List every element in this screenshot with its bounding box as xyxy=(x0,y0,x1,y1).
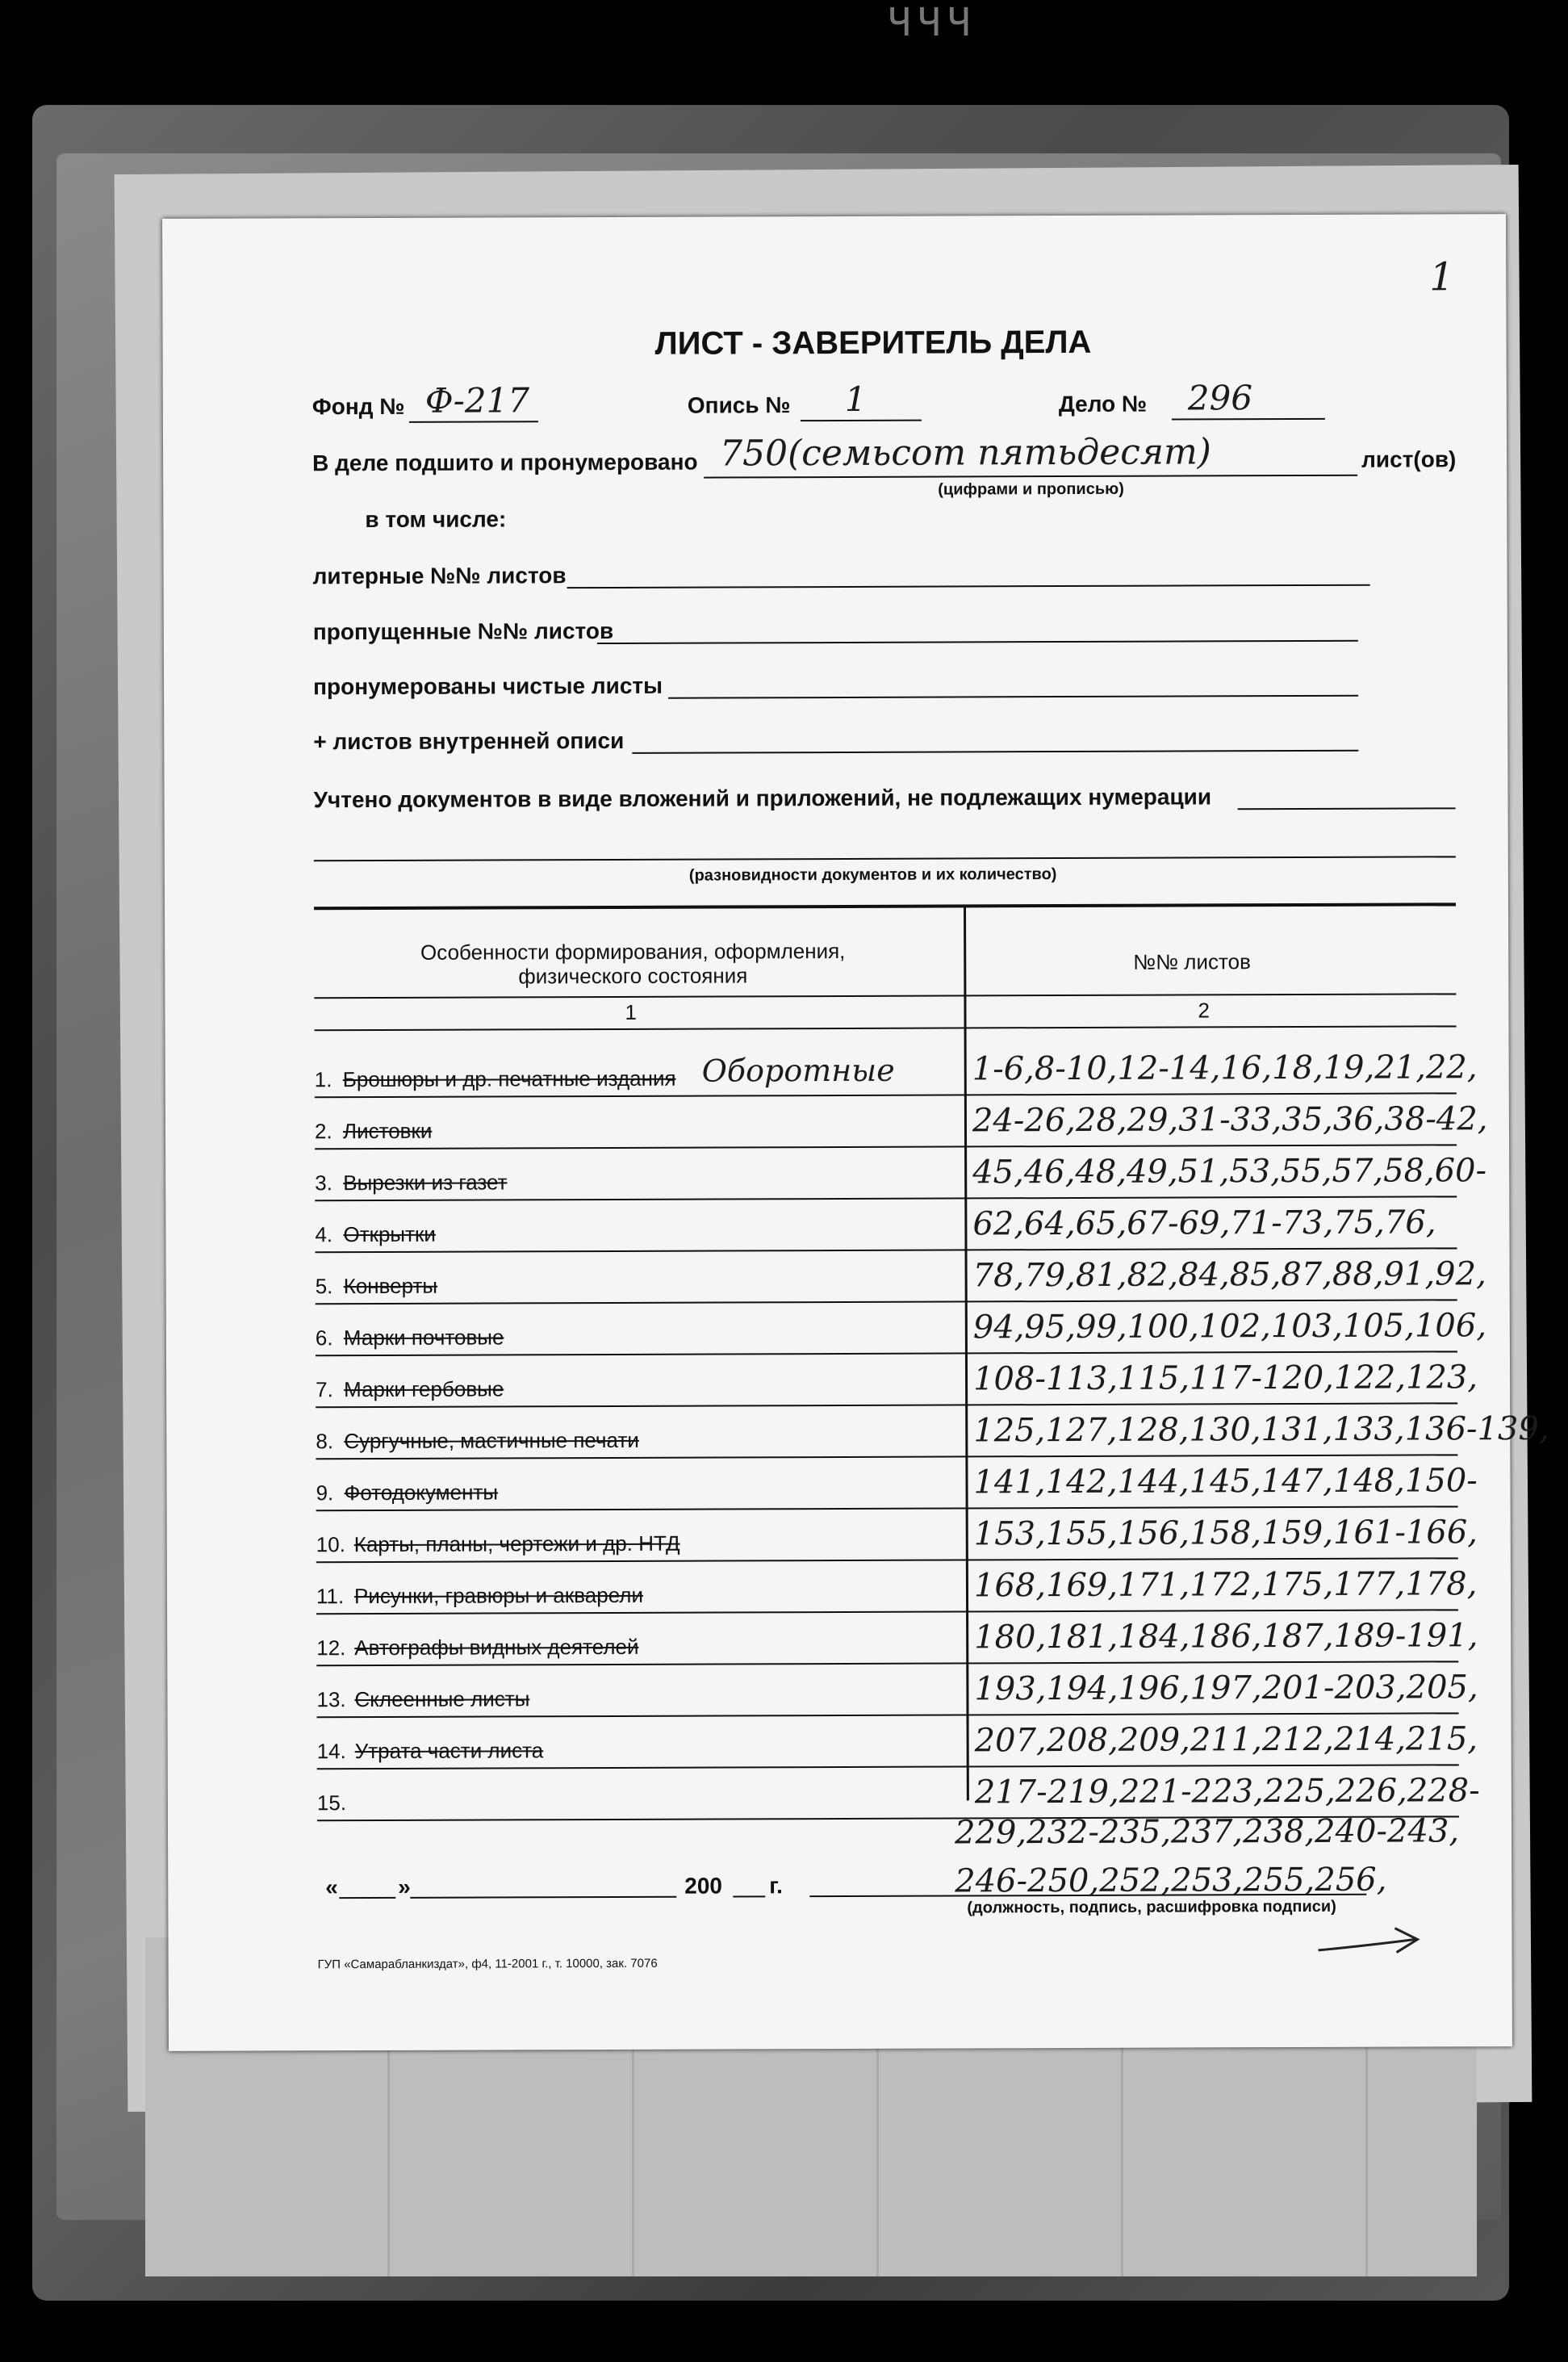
row-underline xyxy=(316,1609,1458,1614)
certification-sheet xyxy=(162,214,1549,2051)
continuation-line: 246-250,252,253,255,256, xyxy=(955,1861,1387,1900)
row-label: Марки почтовые xyxy=(343,1325,504,1351)
row-value: 217-219,221-223,225,226,228- xyxy=(974,1772,1480,1811)
row-label: Карты, планы, чертежи и др. НТД xyxy=(353,1531,680,1557)
top-stamp: ЧЧЧ xyxy=(888,0,977,45)
row-underline xyxy=(316,1247,1457,1253)
field-underline xyxy=(597,640,1358,644)
row-underline xyxy=(317,1712,1459,1718)
row-label: Вырезки из газет xyxy=(343,1170,508,1196)
row-label: Фотодокументы xyxy=(344,1480,499,1506)
field-label: + листов внутренней описи xyxy=(313,727,625,755)
row-number: 8. xyxy=(316,1429,334,1454)
row-value: 141,142,144,145,147,148,150- xyxy=(973,1462,1478,1501)
field-underline xyxy=(668,695,1358,699)
row-value: 78,79,81,82,84,85,87,88,91,92, xyxy=(972,1255,1486,1295)
row-label: Сургучные, мастичные печати xyxy=(344,1427,639,1454)
row-number: 14. xyxy=(316,1739,346,1764)
row-value: 180,181,184,186,187,189-191, xyxy=(974,1617,1478,1656)
row-label: Рисунки, гравюры и акварели xyxy=(353,1582,644,1609)
sewn-value: 750(семьсот пятьдесят) xyxy=(719,431,1212,475)
accounted-hint: (разновидности документов и их количество) xyxy=(688,865,1057,885)
sewn-suffix: лист(ов) xyxy=(1361,446,1457,472)
delo-label: Дело № xyxy=(1058,391,1148,417)
row-number: 3. xyxy=(315,1171,332,1196)
page-number: 1 xyxy=(1429,254,1454,300)
arrow-right-icon xyxy=(1314,1921,1427,1962)
field-label: пронумерованы чистые листы xyxy=(313,672,663,700)
row-value: 168,169,171,172,175,177,178, xyxy=(973,1565,1478,1605)
row-underline xyxy=(316,1661,1458,1666)
sewn-label: В деле подшито и пронумеровано xyxy=(312,449,698,476)
row-underline xyxy=(316,1506,1458,1511)
row-value: 108-113,115,117-120,122,123, xyxy=(972,1359,1478,1398)
row-value: 45,46,48,49,51,53,55,57,58,60- xyxy=(972,1152,1487,1191)
row-value: 62,64,65,67-69,71-73,75,76, xyxy=(972,1204,1436,1243)
including-label: в том числе: xyxy=(365,506,507,533)
row-number: 6. xyxy=(315,1325,333,1351)
row-number: 7. xyxy=(316,1377,333,1402)
row-value: 24-26,28,29,31-33,35,36,38-42, xyxy=(972,1100,1488,1140)
row-underline xyxy=(317,1764,1459,1769)
table-top-border xyxy=(314,903,1456,910)
row-underline xyxy=(315,1144,1457,1150)
row-underline xyxy=(315,1092,1457,1098)
row-value: 193,194,196,197,201-203,205, xyxy=(974,1669,1478,1708)
row-label: Утрата части листа xyxy=(354,1738,544,1764)
row-underline xyxy=(316,1351,1457,1356)
table-col2-header: №№ листов xyxy=(1133,949,1251,974)
row-number: 5. xyxy=(315,1274,333,1299)
table-col1-num: 1 xyxy=(625,999,637,1024)
signature-hint: (должность, подпись, расшифровка подписи) xyxy=(967,1897,1336,1917)
row-underline xyxy=(315,1196,1457,1201)
row-number: 4. xyxy=(315,1222,333,1247)
field-label: литерные №№ листов xyxy=(312,563,567,589)
row-value: 207,208,209,211,212,214,215, xyxy=(974,1720,1478,1760)
row-number: 12. xyxy=(316,1635,346,1661)
table-col1-header: Особенности формирования, оформления, физического состояния xyxy=(420,938,846,989)
date-month-underline xyxy=(410,1896,676,1899)
row-number: 10. xyxy=(316,1532,345,1557)
printer-imprint: ГУП «Самарабланкиздат», ф4, 11-2001 г., т. 10000, зак. 7076 xyxy=(317,1956,658,1972)
field-underline xyxy=(567,584,1370,588)
row-underline xyxy=(316,1402,1457,1408)
continuation-line: 229,232-235,237,238,240-243, xyxy=(954,1812,1460,1852)
sewn-underline xyxy=(704,475,1357,479)
row-label: Марки гербовые xyxy=(344,1376,504,1402)
row-label: Автографы видных деятелей xyxy=(354,1634,639,1661)
row-label: Открытки xyxy=(343,1221,436,1247)
page-title: ЛИСТ - ЗАВЕРИТЕЛЬ ДЕЛА xyxy=(654,324,1092,362)
date-year-suffix: г. xyxy=(769,1873,783,1899)
row-value: 1-6,8-10,12-14,16,18,19,21,22, xyxy=(972,1049,1478,1088)
opis-underline xyxy=(801,420,922,422)
delo-underline xyxy=(1172,418,1325,421)
row-number: 2. xyxy=(314,1119,332,1144)
sewn-hint: (цифрами и прописью) xyxy=(938,480,1124,499)
delo-value: 296 xyxy=(1187,378,1253,418)
date-year-underline xyxy=(733,1895,765,1897)
row-number: 13. xyxy=(316,1687,346,1712)
row-number: 11. xyxy=(316,1584,345,1609)
table-num-line xyxy=(315,1025,1457,1031)
row-label: Конверты xyxy=(343,1273,438,1299)
fond-value: Ф-217 xyxy=(424,380,530,421)
row-underline xyxy=(316,1299,1457,1305)
date-close-quote: » xyxy=(398,1874,411,1899)
row-label: Склеенные листы xyxy=(354,1686,530,1712)
opis-value: 1 xyxy=(844,379,867,419)
date-day-underline xyxy=(339,1897,395,1899)
row-note: Оборотные xyxy=(701,1052,895,1089)
row-value: 94,95,99,100,102,103,105,106, xyxy=(972,1307,1487,1346)
field-underline xyxy=(632,750,1358,754)
table-col2-num: 2 xyxy=(1198,998,1210,1023)
row-number: 1. xyxy=(314,1067,332,1092)
row-number: 9. xyxy=(316,1480,334,1506)
fond-label: Фонд № xyxy=(312,393,405,420)
row-number: 15. xyxy=(316,1790,347,1815)
date-year: 200 xyxy=(684,1873,723,1899)
field-label: пропущенные №№ листов xyxy=(312,618,614,645)
row-underline xyxy=(316,1454,1457,1459)
fond-underline xyxy=(409,421,538,423)
row-label: Брошюры и др. печатные издания xyxy=(342,1066,676,1092)
row-value: 125,127,128,130,131,133,136-139, xyxy=(973,1409,1549,1450)
table-header-line xyxy=(314,993,1456,999)
accounted-underline-2 xyxy=(314,856,1456,861)
accounted-label: Учтено документов в виде вложений и приложений, не подлежащих нумерации xyxy=(313,784,1212,813)
row-value: 153,155,156,158,159,161-166, xyxy=(973,1514,1478,1553)
opis-label: Опись № xyxy=(687,392,791,418)
row-underline xyxy=(316,1557,1458,1563)
accounted-underline xyxy=(1238,807,1456,810)
date-open-quote: « xyxy=(325,1874,338,1900)
row-label: Листовки xyxy=(342,1118,433,1144)
